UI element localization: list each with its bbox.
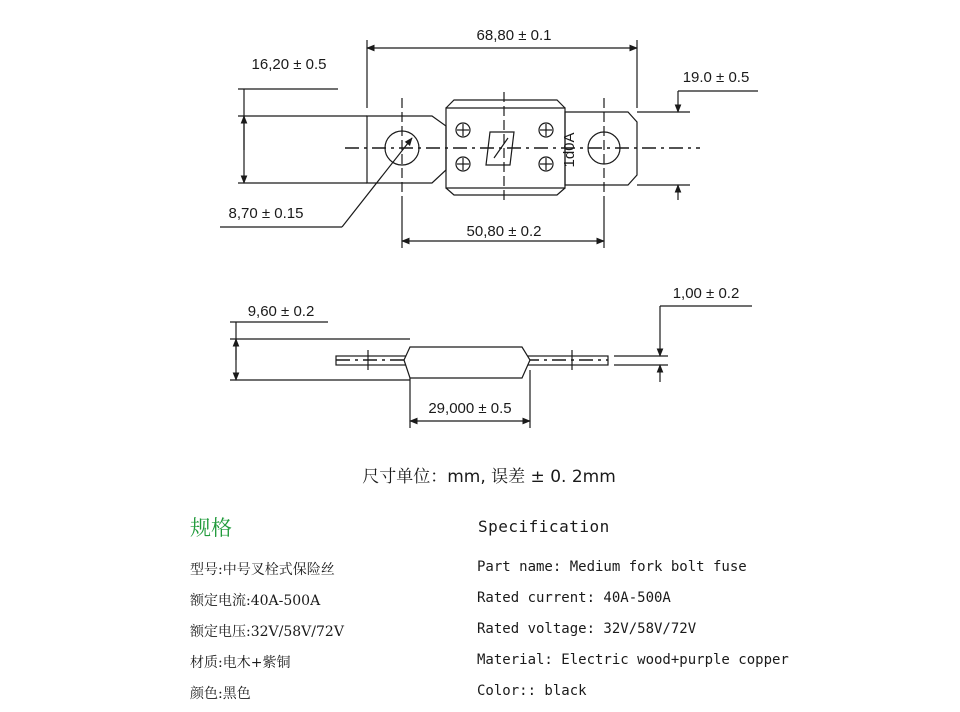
- spec-row-en: Material: Electric wood+purple copper: [477, 652, 789, 668]
- spec-row: [0, 621, 960, 645]
- dim-hole-spacing: 50,80 ± 0.2: [466, 223, 542, 240]
- spec-row-en: Part name: Medium fork bolt fuse: [477, 559, 747, 575]
- spec-row-en: Rated current: 40A-500A: [477, 590, 671, 606]
- dim-body-length: 29,000 ± 0.5: [428, 400, 512, 417]
- dim-hole-diameter: 8,70 ± 0.15: [228, 205, 304, 222]
- spec-row-zh: 颜色:黑色: [190, 686, 251, 702]
- spec-row-en: Color:: black: [477, 683, 587, 699]
- specification-section: [0, 500, 960, 712]
- spec-row-zh: 额定电压:32V/58V/72V: [190, 624, 344, 640]
- dim-terminal-width: 19.0 ± 0.5: [682, 69, 750, 86]
- spec-row: [0, 559, 960, 583]
- dim-thickness: 1,00 ± 0.2: [672, 285, 740, 302]
- top-view: [345, 92, 700, 200]
- spec-row-zh: 型号:中号叉栓式保险丝: [190, 562, 335, 578]
- dim-total-length: 68,80 ± 0.1: [476, 27, 552, 44]
- spec-row: [0, 590, 960, 614]
- spec-row-zh: 材质:电木+紫铜: [190, 655, 291, 671]
- spec-title-zh: 规格: [190, 516, 232, 540]
- dim-body-width: 16,20 ± 0.5: [251, 56, 327, 73]
- spec-row: [0, 652, 960, 676]
- spec-title-en: Specification: [478, 517, 610, 536]
- dim-side-height: 9,60 ± 0.2: [247, 303, 315, 320]
- unit-note: 尺寸单位：mm, 误差 ± 0. 2mm: [362, 467, 616, 487]
- spec-row-en: Rated voltage: 32V/58V/72V: [477, 621, 697, 637]
- spec-row: [0, 683, 960, 707]
- fuse-rating-marking: 1d0A: [561, 132, 578, 168]
- spec-row-zh: 额定电流:40A-500A: [190, 593, 321, 609]
- side-view: [336, 347, 668, 378]
